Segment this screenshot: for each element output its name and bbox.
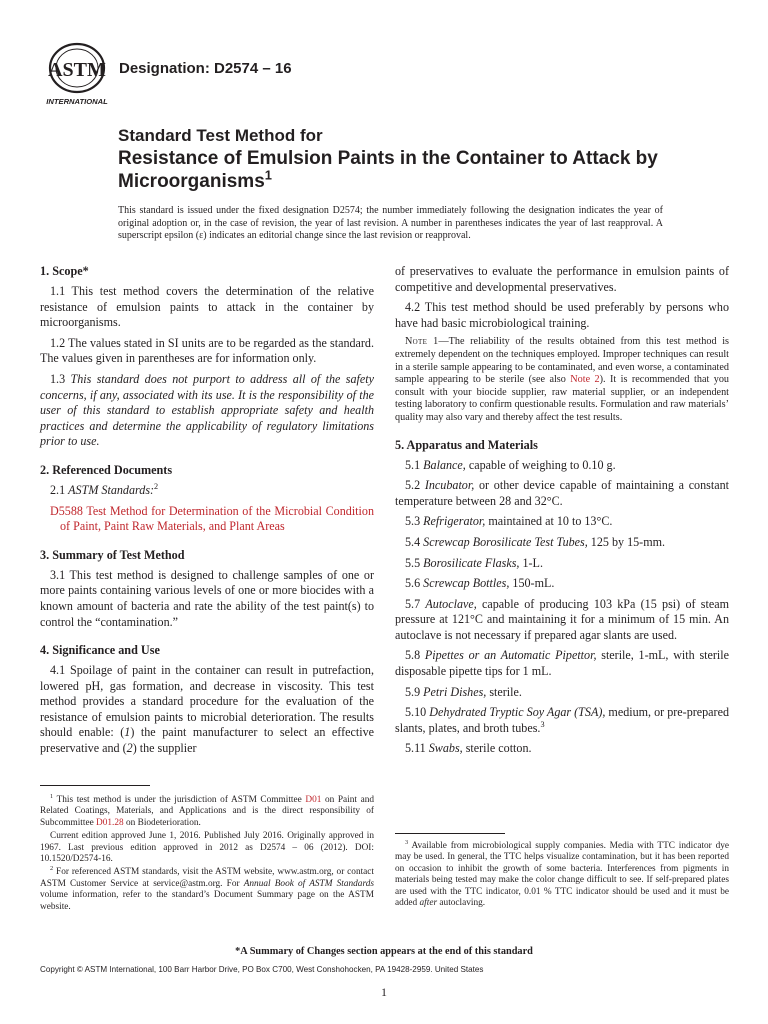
apparatus-item-text: 1-L. bbox=[519, 555, 543, 570]
footnote-1: $^1$ This test method is under the jurisdiction of ASTM Committee D01 on Paint and Related Coatings, Materials, and Applications and is the direct responsibility of Subcommittee D01.28 on Biodeterioration. bbox=[40, 792, 374, 828]
apparatus-item bbox=[395, 685, 729, 701]
committee-d01-link[interactable]: D01 bbox=[305, 795, 322, 805]
apparatus-item-num: 5.9 bbox=[405, 684, 421, 699]
apparatus-item-text: capable of weighing to 0.10 g. bbox=[465, 457, 616, 472]
left-column bbox=[40, 264, 374, 762]
apparatus-item bbox=[395, 514, 729, 530]
apparatus-item-num: 5.8 bbox=[405, 648, 421, 663]
apparatus-item-text: sterile, 1-mL, with sterile disposable pipette tips for 1 mL. bbox=[395, 648, 729, 679]
section-heading-apparatus: 5. Apparatus and Materials bbox=[395, 437, 538, 452]
para-1-3-num: 1.3 bbox=[50, 371, 66, 386]
apparatus-item-text: or other device capable of maintaining a constant temperature between 28 and 32°C. bbox=[395, 478, 729, 508]
footnote-rule-left bbox=[40, 785, 150, 786]
footnote-marker-2: 2 bbox=[154, 481, 159, 491]
footnote-2-a: For referenced ASTM standards, visit the ASTM website, www.astm.org, or contact ASTM Customer Service at service@astm.org. For bbox=[40, 867, 375, 889]
para-2-1-num: 2.1 bbox=[50, 482, 66, 497]
apparatus-item-text: capable of producing 103 kPa (15 psi) of steam pressure at 121°C and maintaining it for a minimum of 15 min. An autoclave is not necessary if prepared agar slants are used. bbox=[395, 596, 729, 642]
title-line1: Standard Test Method for bbox=[118, 126, 323, 145]
apparatus-item-num: 5.5 bbox=[405, 555, 421, 570]
para-4-1-continued: of preservatives to evaluate the performance in emulsion paints of competitive and developmental preservatives. bbox=[395, 264, 729, 294]
apparatus-item-name: Incubator, bbox=[424, 478, 475, 493]
page-title bbox=[118, 147, 708, 193]
copyright-line: Copyright © ASTM International, 100 Barr Harbor Drive, PO Box C700, West Conshohocken, PA 19428-2959. United States bbox=[40, 965, 484, 974]
apparatus-item-num: 5.11 bbox=[405, 741, 426, 756]
apparatus-item-text: sterile. bbox=[486, 684, 522, 699]
title-main-text: Resistance of Emulsion Paints in the Container to Attack by Microorganisms bbox=[118, 148, 658, 192]
footnote-3-b: autoclaving. bbox=[437, 898, 486, 909]
section-heading-significance: 4. Significance and Use bbox=[40, 643, 160, 658]
page-number: 1 bbox=[381, 985, 387, 999]
para-1-3 bbox=[40, 372, 374, 450]
apparatus-list bbox=[395, 458, 729, 758]
apparatus-item-name: Screwcap Borosilicate Test Tubes, bbox=[423, 534, 588, 549]
apparatus-item-name: Swabs, bbox=[428, 741, 463, 756]
para-4-1-a: 4.1 Spoilage of paint in the container can result in putrefaction, lowered pH, gas formation, and decrease in viscosity. This test method provides a standard procedure for the evaluation of the resistance of emulsion paints to microbial deterioration. The results should enable: ( bbox=[40, 663, 374, 740]
footnote-3-a: Available from microbiological supply companies. Media with TTC indicator dye may be used. In general, the TTC helps visualize contamination, but it has been reported on occasion to inhibit the growth of some bacteria. Interferences from pigments in materials being tested may make the color change difficult to see. If self-prepared plates are used with the TTC indicator, 0.01 % TTC indicator should be used and it must be added bbox=[395, 841, 729, 909]
subcommittee-d01-28-link[interactable]: D01.28 bbox=[96, 817, 124, 828]
apparatus-item-num: 5.4 bbox=[405, 534, 421, 549]
ref-title-link[interactable]: Test Method for Determination of the Microbial Condition of Paint, Paint Raw Materials, and Plant Areas bbox=[60, 503, 374, 534]
apparatus-item-name: Dehydrated Tryptic Soy Agar (TSA), bbox=[429, 705, 606, 720]
para-1-2: 1.2 The values stated in SI units are to be regarded as the standard. The values given in parentheses are for information only. bbox=[40, 335, 374, 366]
apparatus-item-num: 5.2 bbox=[405, 478, 421, 493]
astm-logo-icon bbox=[42, 40, 112, 106]
apparatus-item-name: Petri Dishes, bbox=[423, 684, 487, 699]
note-1-text-a: —The reliability of the results obtained from this test method is extremely dependent on the techniques employed. Improper techniques can result in a sterile sample appearing to be contaminated, and even worse, a contaminated sample appearing to be sterile (see also bbox=[395, 336, 729, 386]
note-1-label: Note 1 bbox=[405, 336, 439, 348]
apparatus-item bbox=[395, 556, 729, 572]
para-4-1 bbox=[40, 663, 374, 757]
footnote-3: $^3$ Available from microbiological supply companies. Media with TTC indicator dye may be used. In general, the TTC helps visualize contamination, but it has been reported on occasion to inhibit the growth of some bacteria. Interferences from pigments in materials being tested may make the color change difficult to see. If self-prepared plates are used with the TTC indicator, 0.01 % TTC indicator should be used and it must be added after autoclaving. bbox=[395, 838, 729, 909]
apparatus-item bbox=[395, 648, 729, 679]
apparatus-item-name: Refrigerator, bbox=[423, 514, 486, 529]
note-1 bbox=[395, 336, 729, 424]
footnote-2-italic: Annual Book of ASTM Standards bbox=[243, 878, 374, 889]
apparatus-item-name: Autoclave, bbox=[425, 596, 477, 611]
apparatus-item bbox=[395, 535, 729, 551]
apparatus-item bbox=[395, 705, 729, 736]
para-3-1: 3.1 This test method is designed to challenge samples of one or more paints containing various levels of one or more biocides with a known amount of bacteria and rate the ability of the test paint(s) to control the “contamination.” bbox=[40, 567, 374, 629]
right-column bbox=[395, 264, 729, 762]
apparatus-item-num: 5.7 bbox=[405, 596, 421, 611]
para-2-1 bbox=[40, 483, 374, 499]
footnote-3-italic: after bbox=[419, 898, 438, 909]
para-2-1-label: ASTM Standards: bbox=[68, 482, 155, 497]
para-4-1-c: ) the supplier bbox=[132, 741, 197, 756]
section-heading-refdocs: 2. Referenced Documents bbox=[40, 462, 173, 477]
apparatus-item-text: 125 by 15-mm. bbox=[587, 534, 666, 549]
para-1-3-text: This standard does not purport to address all of the safety concerns, if any, associated with its use. It is the responsibility of the user of this standard to establish appropriate safety and health practices and determine the applicability of regulatory limitations prior to use. bbox=[40, 371, 374, 449]
apparatus-item bbox=[395, 478, 729, 509]
footnotes-left bbox=[40, 792, 375, 915]
apparatus-item-text: maintained at 10 to 13°C. bbox=[485, 514, 613, 529]
footnote-marker-3: 3 bbox=[540, 719, 545, 729]
apparatus-item bbox=[395, 576, 729, 592]
para-4-2: 4.2 This test method should be used preferably by persons who have had basic microbiological training. bbox=[395, 300, 729, 330]
footnote-2: $^2$ For referenced ASTM standards, visit the ASTM website, www.astm.org, or contact ASTM Customer Service at service@astm.org. For Annual Book of ASTM Standards volume information, refer to the standard’s Document Summary page on the ASTM website. bbox=[40, 865, 375, 912]
ref-link-d5588[interactable]: D5588 bbox=[50, 503, 83, 518]
note-1-text-b: ). It is recommended that you consult with your biocide supplier, raw material supplier, or an independent testing laboratory to confirm questionable results. Formulation and raw materials’ quality may also vary and thereby affect the test results. bbox=[395, 374, 730, 423]
footnotes-right bbox=[395, 838, 729, 911]
section-heading-scope: 1. Scope* bbox=[40, 264, 89, 278]
apparatus-item-num: 5.10 bbox=[405, 705, 427, 720]
apparatus-item-num: 5.6 bbox=[405, 576, 421, 591]
apparatus-item-text: sterile cotton. bbox=[462, 741, 532, 756]
apparatus-item-num: 5.3 bbox=[405, 514, 421, 529]
title-footnote-marker: 1 bbox=[264, 167, 272, 183]
apparatus-item-name: Borosilicate Flasks, bbox=[423, 555, 520, 570]
title-block bbox=[118, 126, 708, 193]
logo-text: ASTM bbox=[48, 59, 106, 81]
apparatus-item-name: Pipettes or an Automatic Pipettor, bbox=[424, 648, 597, 663]
para-1-1: 1.1 This test method covers the determination of the relative resistance of emulsion paints to attack in the container by microorganisms. bbox=[40, 284, 374, 330]
footnote-1-edition: Current edition approved June 1, 2016. Published July 2016. Originally approved in 1967. Last previous edition approved in 2012 as D2574 – 06 (2012). DOI: 10.1520/D2574-16. bbox=[40, 831, 374, 865]
preamble: This standard is issued under the fixed designation D2574; the number immediately following the designation indicates the year of original adoption or, in the case of revision, the year of last revision. A number in parentheses indicates the year of last reapproval. A superscript epsilon (ε) indicates an editorial change since the last revision or reapproval. bbox=[118, 205, 663, 241]
apparatus-item-name: Screwcap Bottles, bbox=[423, 576, 510, 591]
apparatus-item-name: Balance, bbox=[423, 457, 466, 472]
apparatus-item bbox=[395, 741, 729, 757]
footnote-2-b: volume information, refer to the standard’s Document Summary page on the ASTM website. bbox=[40, 890, 374, 912]
section-heading-summary: 3. Summary of Test Method bbox=[40, 547, 185, 562]
astm-logo bbox=[42, 40, 112, 106]
apparatus-item-num: 5.1 bbox=[405, 457, 421, 472]
apparatus-item bbox=[395, 458, 729, 474]
note-2-link[interactable]: Note 2 bbox=[570, 374, 600, 386]
para-4-1-n2: 2 bbox=[126, 741, 133, 756]
logo-subtext: INTERNATIONAL bbox=[46, 97, 108, 106]
apparatus-item-text: 150-mL. bbox=[509, 576, 555, 591]
para-4-1-b: ) the paint manufacturer to select an effective preservative and ( bbox=[40, 725, 374, 756]
designation: Designation: D2574 – 16 bbox=[119, 60, 292, 77]
summary-of-changes-note: *A Summary of Changes section appears at the end of this standard bbox=[235, 946, 533, 957]
apparatus-item-text: medium, or pre-prepared slants, plates, and broth tubes. bbox=[395, 705, 729, 735]
footnote-1-c: on Biodeterioration. bbox=[123, 817, 201, 828]
footnote-rule-right bbox=[395, 833, 505, 834]
footnote-1-a: This test method is under the jurisdiction of ASTM Committee bbox=[56, 795, 306, 805]
para-4-1-n1: 1 bbox=[124, 725, 131, 740]
reference-entry bbox=[50, 504, 374, 535]
apparatus-item bbox=[395, 597, 729, 644]
footnote-1-b: on Paint and Related Coatings, Materials, and Applications and is the direct responsibility of Subcommittee bbox=[40, 795, 374, 828]
